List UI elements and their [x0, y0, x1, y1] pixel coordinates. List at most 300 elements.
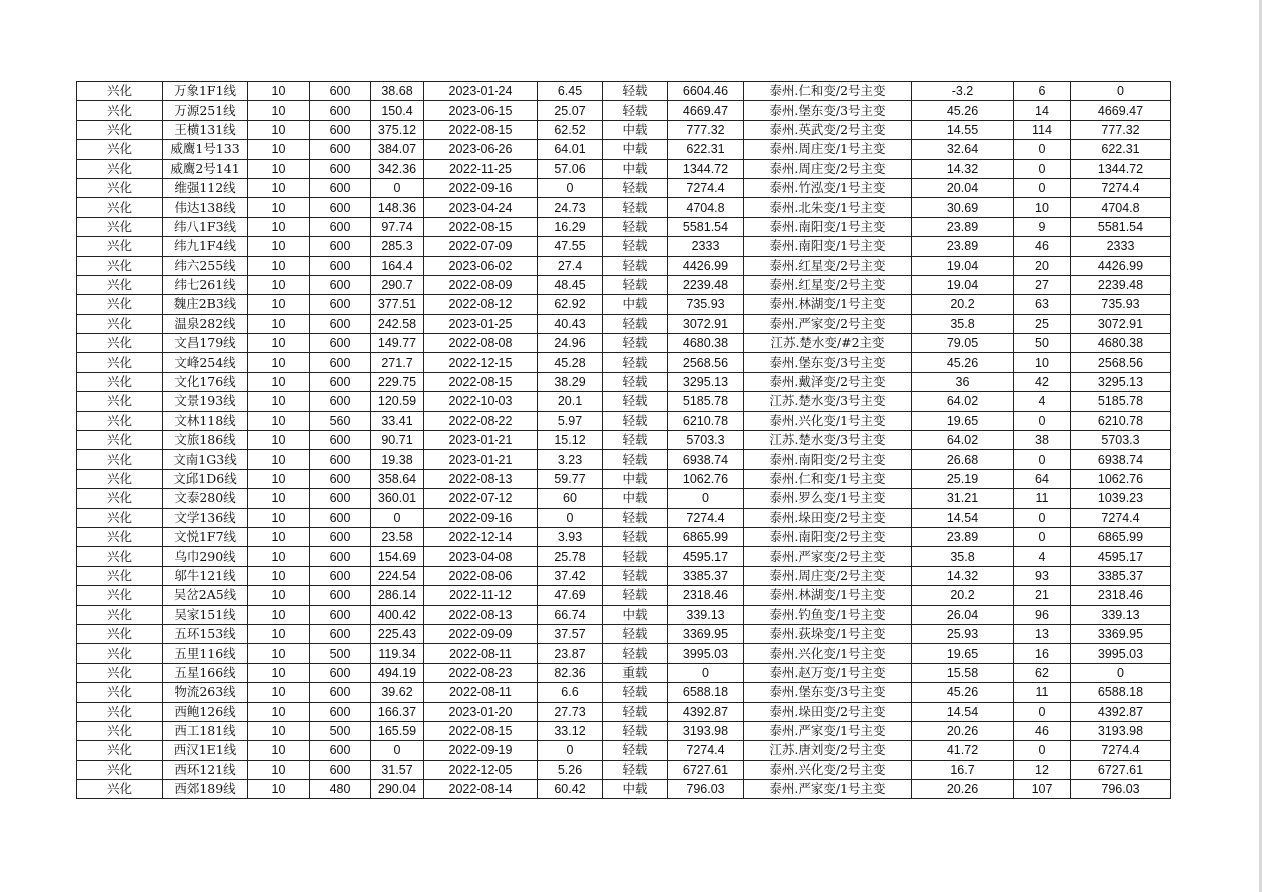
- margin-cell: 777.32: [1071, 120, 1171, 139]
- transformer-cell: 江苏.楚水变/3号主变: [744, 431, 912, 450]
- line-name-cell: 文悦1F7线: [163, 527, 248, 546]
- voltage-cell: 10: [248, 82, 310, 101]
- available-capacity-cell: 777.32: [668, 120, 744, 139]
- available-capacity-cell: 3295.13: [668, 372, 744, 391]
- date-cell: 2022-12-05: [424, 760, 538, 779]
- table-row: [77, 334, 1171, 353]
- capacity-cell: 600: [310, 237, 371, 256]
- load-level-cell: 轻载: [603, 256, 668, 275]
- date-cell: 2023-06-02: [424, 256, 538, 275]
- table-row: [77, 295, 1171, 314]
- load-rate-cell: 38.29: [538, 372, 603, 391]
- date-cell: 2022-08-23: [424, 663, 538, 682]
- available-capacity-cell: 4595.17: [668, 547, 744, 566]
- max-load-cell: 400.42: [371, 605, 424, 624]
- transformer-load-rate-cell: 14.32: [912, 566, 1014, 585]
- county-cell: 兴化: [77, 702, 163, 721]
- margin-cell: 6588.18: [1071, 683, 1171, 702]
- load-level-cell: 中载: [603, 780, 668, 799]
- margin-cell: 1039.23: [1071, 489, 1171, 508]
- margin-cell: 5703.3: [1071, 431, 1171, 450]
- available-capacity-cell: 5581.54: [668, 217, 744, 236]
- available-capacity-cell: 2333: [668, 237, 744, 256]
- transformer-cell: 泰州.南阳变/1号主变: [744, 217, 912, 236]
- table-row: [77, 721, 1171, 740]
- capacity-cell: 600: [310, 450, 371, 469]
- county-cell: 兴化: [77, 683, 163, 702]
- date-cell: 2022-08-09: [424, 275, 538, 294]
- available-capacity-cell: 735.93: [668, 295, 744, 314]
- max-load-cell: 375.12: [371, 120, 424, 139]
- available-capacity-cell: 0: [668, 663, 744, 682]
- count-cell: 38: [1014, 431, 1071, 450]
- transformer-cell: 泰州.严家变/1号主变: [744, 780, 912, 799]
- voltage-cell: 10: [248, 527, 310, 546]
- line-name-cell: 五星166线: [163, 663, 248, 682]
- transformer-load-rate-cell: 41.72: [912, 741, 1014, 760]
- voltage-cell: 10: [248, 624, 310, 643]
- count-cell: 114: [1014, 120, 1071, 139]
- voltage-cell: 10: [248, 683, 310, 702]
- max-load-cell: 154.69: [371, 547, 424, 566]
- date-cell: 2022-08-15: [424, 120, 538, 139]
- max-load-cell: 290.04: [371, 780, 424, 799]
- line-name-cell: 西郊189线: [163, 780, 248, 799]
- max-load-cell: 0: [371, 741, 424, 760]
- date-cell: 2022-08-14: [424, 780, 538, 799]
- count-cell: 11: [1014, 489, 1071, 508]
- voltage-cell: 10: [248, 644, 310, 663]
- count-cell: 10: [1014, 353, 1071, 372]
- transformer-cell: 泰州.周庄变/2号主变: [744, 566, 912, 585]
- transformer-cell: 泰州.严家变/2号主变: [744, 547, 912, 566]
- load-level-cell: 轻载: [603, 450, 668, 469]
- county-cell: 兴化: [77, 275, 163, 294]
- available-capacity-cell: 2239.48: [668, 275, 744, 294]
- transformer-cell: 泰州.红星变/2号主变: [744, 256, 912, 275]
- capacity-cell: 600: [310, 101, 371, 120]
- voltage-cell: 10: [248, 508, 310, 527]
- voltage-cell: 10: [248, 411, 310, 430]
- available-capacity-cell: 4392.87: [668, 702, 744, 721]
- load-level-cell: 轻载: [603, 431, 668, 450]
- max-load-cell: 360.01: [371, 489, 424, 508]
- count-cell: 42: [1014, 372, 1071, 391]
- table-row: [77, 101, 1171, 120]
- table-row: [77, 508, 1171, 527]
- transformer-cell: 泰州.竹泓变/1号主变: [744, 178, 912, 197]
- load-level-cell: 轻载: [603, 334, 668, 353]
- date-cell: 2022-08-13: [424, 469, 538, 488]
- date-cell: 2022-12-14: [424, 527, 538, 546]
- date-cell: 2022-11-25: [424, 159, 538, 178]
- available-capacity-cell: 1344.72: [668, 159, 744, 178]
- voltage-cell: 10: [248, 450, 310, 469]
- capacity-cell: 600: [310, 469, 371, 488]
- transformer-load-rate-cell: 14.55: [912, 120, 1014, 139]
- count-cell: 25: [1014, 314, 1071, 333]
- line-name-cell: 文泰280线: [163, 489, 248, 508]
- date-cell: 2023-01-24: [424, 82, 538, 101]
- county-cell: 兴化: [77, 566, 163, 585]
- count-cell: 0: [1014, 508, 1071, 527]
- transformer-load-rate-cell: 23.89: [912, 527, 1014, 546]
- capacity-cell: 600: [310, 178, 371, 197]
- transformer-cell: 泰州.兴化变/1号主变: [744, 411, 912, 430]
- load-rate-cell: 24.96: [538, 334, 603, 353]
- count-cell: 12: [1014, 760, 1071, 779]
- table-row: [77, 178, 1171, 197]
- max-load-cell: 164.4: [371, 256, 424, 275]
- margin-cell: 4426.99: [1071, 256, 1171, 275]
- line-name-cell: 万象1F1线: [163, 82, 248, 101]
- load-level-cell: 中载: [603, 159, 668, 178]
- count-cell: 50: [1014, 334, 1071, 353]
- date-cell: 2022-08-06: [424, 566, 538, 585]
- transformer-load-rate-cell: 20.04: [912, 178, 1014, 197]
- load-level-cell: 中载: [603, 120, 668, 139]
- line-name-cell: 文景193线: [163, 392, 248, 411]
- capacity-cell: 600: [310, 702, 371, 721]
- load-rate-cell: 47.55: [538, 237, 603, 256]
- table-row: [77, 275, 1171, 294]
- voltage-cell: 10: [248, 392, 310, 411]
- transformer-load-rate-cell: 25.93: [912, 624, 1014, 643]
- transformer-cell: 泰州.红星变/2号主变: [744, 275, 912, 294]
- line-name-cell: 纬八1F3线: [163, 217, 248, 236]
- load-level-cell: 轻载: [603, 547, 668, 566]
- table-row: [77, 82, 1171, 101]
- margin-cell: 6938.74: [1071, 450, 1171, 469]
- table-row: [77, 644, 1171, 663]
- county-cell: 兴化: [77, 295, 163, 314]
- table-row: [77, 683, 1171, 702]
- table-row: [77, 469, 1171, 488]
- date-cell: 2022-12-15: [424, 353, 538, 372]
- available-capacity-cell: 3193.98: [668, 721, 744, 740]
- county-cell: 兴化: [77, 663, 163, 682]
- load-rate-cell: 15.12: [538, 431, 603, 450]
- table-row: [77, 605, 1171, 624]
- voltage-cell: 10: [248, 372, 310, 391]
- margin-cell: 4680.38: [1071, 334, 1171, 353]
- line-name-cell: 万源251线: [163, 101, 248, 120]
- line-name-cell: 温泉282线: [163, 314, 248, 333]
- load-level-cell: 轻载: [603, 217, 668, 236]
- line-name-cell: 文旅186线: [163, 431, 248, 450]
- voltage-cell: 10: [248, 586, 310, 605]
- capacity-cell: 600: [310, 566, 371, 585]
- available-capacity-cell: 4426.99: [668, 256, 744, 275]
- transformer-cell: 江苏.楚水变/3号主变: [744, 392, 912, 411]
- transformer-load-rate-cell: 36: [912, 372, 1014, 391]
- margin-cell: 2568.56: [1071, 353, 1171, 372]
- margin-cell: 7274.4: [1071, 178, 1171, 197]
- transformer-cell: 泰州.周庄变/2号主变: [744, 159, 912, 178]
- load-rate-cell: 6.45: [538, 82, 603, 101]
- transformer-cell: 泰州.堡东变/3号主变: [744, 101, 912, 120]
- date-cell: 2022-08-11: [424, 644, 538, 663]
- max-load-cell: 166.37: [371, 702, 424, 721]
- capacity-cell: 600: [310, 372, 371, 391]
- county-cell: 兴化: [77, 237, 163, 256]
- county-cell: 兴化: [77, 217, 163, 236]
- line-name-cell: 吴家151线: [163, 605, 248, 624]
- load-level-cell: 中载: [603, 469, 668, 488]
- line-name-cell: 文林118线: [163, 411, 248, 430]
- county-cell: 兴化: [77, 198, 163, 217]
- count-cell: 14: [1014, 101, 1071, 120]
- county-cell: 兴化: [77, 624, 163, 643]
- max-load-cell: 31.57: [371, 760, 424, 779]
- line-name-cell: 文峰254线: [163, 353, 248, 372]
- table-body: [77, 82, 1171, 799]
- date-cell: 2023-06-26: [424, 140, 538, 159]
- load-rate-cell: 27.73: [538, 702, 603, 721]
- load-level-cell: 中载: [603, 605, 668, 624]
- load-level-cell: 轻载: [603, 760, 668, 779]
- line-name-cell: 文南1G3线: [163, 450, 248, 469]
- transformer-load-rate-cell: 16.7: [912, 760, 1014, 779]
- voltage-cell: 10: [248, 314, 310, 333]
- county-cell: 兴化: [77, 547, 163, 566]
- transformer-load-rate-cell: 31.21: [912, 489, 1014, 508]
- load-level-cell: 轻载: [603, 721, 668, 740]
- county-cell: 兴化: [77, 605, 163, 624]
- margin-cell: 4704.8: [1071, 198, 1171, 217]
- load-rate-cell: 62.52: [538, 120, 603, 139]
- line-name-cell: 文邱1D6线: [163, 469, 248, 488]
- capacity-cell: 600: [310, 159, 371, 178]
- available-capacity-cell: 6588.18: [668, 683, 744, 702]
- capacity-cell: 600: [310, 198, 371, 217]
- margin-cell: 1344.72: [1071, 159, 1171, 178]
- transformer-cell: 泰州.仁和变/1号主变: [744, 469, 912, 488]
- count-cell: 62: [1014, 663, 1071, 682]
- count-cell: 4: [1014, 547, 1071, 566]
- load-rate-cell: 40.43: [538, 314, 603, 333]
- date-cell: 2022-08-15: [424, 217, 538, 236]
- line-name-cell: 纬九1F4线: [163, 237, 248, 256]
- available-capacity-cell: 5185.78: [668, 392, 744, 411]
- load-level-cell: 轻载: [603, 566, 668, 585]
- voltage-cell: 10: [248, 605, 310, 624]
- table-row: [77, 527, 1171, 546]
- load-rate-cell: 23.87: [538, 644, 603, 663]
- capacity-cell: 600: [310, 295, 371, 314]
- load-level-cell: 轻载: [603, 314, 668, 333]
- county-cell: 兴化: [77, 82, 163, 101]
- date-cell: 2023-01-21: [424, 450, 538, 469]
- available-capacity-cell: 622.31: [668, 140, 744, 159]
- capacity-cell: 500: [310, 644, 371, 663]
- load-level-cell: 中载: [603, 140, 668, 159]
- transformer-cell: 泰州.南阳变/2号主变: [744, 450, 912, 469]
- transformer-load-rate-cell: 20.26: [912, 780, 1014, 799]
- max-load-cell: 285.3: [371, 237, 424, 256]
- available-capacity-cell: 0: [668, 489, 744, 508]
- transformer-load-rate-cell: 20.2: [912, 295, 1014, 314]
- margin-cell: 3072.91: [1071, 314, 1171, 333]
- table-row: [77, 741, 1171, 760]
- margin-cell: 339.13: [1071, 605, 1171, 624]
- capacity-cell: 600: [310, 605, 371, 624]
- count-cell: 20: [1014, 256, 1071, 275]
- count-cell: 4: [1014, 392, 1071, 411]
- max-load-cell: 38.68: [371, 82, 424, 101]
- count-cell: 0: [1014, 450, 1071, 469]
- date-cell: 2022-09-19: [424, 741, 538, 760]
- transformer-cell: 泰州.英武变/2号主变: [744, 120, 912, 139]
- table-row: [77, 547, 1171, 566]
- transformer-load-rate-cell: 32.64: [912, 140, 1014, 159]
- load-rate-cell: 5.26: [538, 760, 603, 779]
- table-row: [77, 780, 1171, 799]
- transformer-load-rate-cell: -3.2: [912, 82, 1014, 101]
- load-level-cell: 轻载: [603, 178, 668, 197]
- capacity-cell: 560: [310, 411, 371, 430]
- count-cell: 0: [1014, 178, 1071, 197]
- capacity-cell: 600: [310, 683, 371, 702]
- table-row: [77, 624, 1171, 643]
- load-rate-cell: 45.28: [538, 353, 603, 372]
- capacity-cell: 600: [310, 275, 371, 294]
- available-capacity-cell: 6865.99: [668, 527, 744, 546]
- count-cell: 96: [1014, 605, 1071, 624]
- transformer-load-rate-cell: 79.05: [912, 334, 1014, 353]
- available-capacity-cell: 796.03: [668, 780, 744, 799]
- max-load-cell: 0: [371, 178, 424, 197]
- count-cell: 0: [1014, 159, 1071, 178]
- count-cell: 27: [1014, 275, 1071, 294]
- line-name-cell: 西工181线: [163, 721, 248, 740]
- line-name-cell: 物流263线: [163, 683, 248, 702]
- date-cell: 2022-11-12: [424, 586, 538, 605]
- capacity-cell: 600: [310, 120, 371, 139]
- voltage-cell: 10: [248, 721, 310, 740]
- margin-cell: 4392.87: [1071, 702, 1171, 721]
- county-cell: 兴化: [77, 586, 163, 605]
- date-cell: 2023-01-20: [424, 702, 538, 721]
- count-cell: 16: [1014, 644, 1071, 663]
- table-row: [77, 450, 1171, 469]
- load-level-cell: 轻载: [603, 741, 668, 760]
- date-cell: 2022-08-13: [424, 605, 538, 624]
- load-level-cell: 轻载: [603, 624, 668, 643]
- max-load-cell: 148.36: [371, 198, 424, 217]
- transformer-load-rate-cell: 64.02: [912, 392, 1014, 411]
- available-capacity-cell: 3385.37: [668, 566, 744, 585]
- table-row: [77, 489, 1171, 508]
- voltage-cell: 10: [248, 256, 310, 275]
- max-load-cell: 0: [371, 508, 424, 527]
- date-cell: 2022-08-15: [424, 372, 538, 391]
- max-load-cell: 33.41: [371, 411, 424, 430]
- date-cell: 2022-07-09: [424, 237, 538, 256]
- line-name-cell: 威鹰1号133: [163, 140, 248, 159]
- max-load-cell: 290.7: [371, 275, 424, 294]
- load-rate-cell: 24.73: [538, 198, 603, 217]
- date-cell: 2022-08-12: [424, 295, 538, 314]
- load-rate-cell: 48.45: [538, 275, 603, 294]
- max-load-cell: 119.34: [371, 644, 424, 663]
- transformer-cell: 泰州.严家变/2号主变: [744, 314, 912, 333]
- margin-cell: 6727.61: [1071, 760, 1171, 779]
- load-rate-cell: 59.77: [538, 469, 603, 488]
- table-row: [77, 702, 1171, 721]
- transformer-load-rate-cell: 23.89: [912, 237, 1014, 256]
- voltage-cell: 10: [248, 566, 310, 585]
- capacity-cell: 600: [310, 527, 371, 546]
- county-cell: 兴化: [77, 256, 163, 275]
- voltage-cell: 10: [248, 431, 310, 450]
- capacity-cell: 600: [310, 760, 371, 779]
- margin-cell: 5581.54: [1071, 217, 1171, 236]
- margin-cell: 2318.46: [1071, 586, 1171, 605]
- max-load-cell: 165.59: [371, 721, 424, 740]
- margin-cell: 1062.76: [1071, 469, 1171, 488]
- count-cell: 0: [1014, 140, 1071, 159]
- transformer-cell: 江苏.唐刘变/2号主变: [744, 741, 912, 760]
- transformer-cell: 泰州.兴化变/1号主变: [744, 644, 912, 663]
- voltage-cell: 10: [248, 702, 310, 721]
- line-name-cell: 维强112线: [163, 178, 248, 197]
- load-level-cell: 轻载: [603, 275, 668, 294]
- date-cell: 2022-09-09: [424, 624, 538, 643]
- load-rate-cell: 66.74: [538, 605, 603, 624]
- capacity-cell: 600: [310, 334, 371, 353]
- county-cell: 兴化: [77, 140, 163, 159]
- transformer-load-rate-cell: 23.89: [912, 217, 1014, 236]
- transformer-cell: 江苏.楚水变/#2主变: [744, 334, 912, 353]
- capacity-cell: 600: [310, 624, 371, 643]
- date-cell: 2022-09-16: [424, 508, 538, 527]
- margin-cell: 735.93: [1071, 295, 1171, 314]
- margin-cell: 3385.37: [1071, 566, 1171, 585]
- county-cell: 兴化: [77, 120, 163, 139]
- table-row: [77, 159, 1171, 178]
- margin-cell: 7274.4: [1071, 741, 1171, 760]
- available-capacity-cell: 7274.4: [668, 741, 744, 760]
- available-capacity-cell: 7274.4: [668, 508, 744, 527]
- county-cell: 兴化: [77, 780, 163, 799]
- line-name-cell: 伟达138线: [163, 198, 248, 217]
- count-cell: 107: [1014, 780, 1071, 799]
- transformer-load-rate-cell: 19.04: [912, 256, 1014, 275]
- voltage-cell: 10: [248, 198, 310, 217]
- county-cell: 兴化: [77, 178, 163, 197]
- county-cell: 兴化: [77, 392, 163, 411]
- capacity-cell: 480: [310, 780, 371, 799]
- county-cell: 兴化: [77, 411, 163, 430]
- county-cell: 兴化: [77, 101, 163, 120]
- transformer-load-rate-cell: 20.26: [912, 721, 1014, 740]
- transformer-load-rate-cell: 15.58: [912, 663, 1014, 682]
- table-row: [77, 566, 1171, 585]
- load-level-cell: 轻载: [603, 101, 668, 120]
- line-name-cell: 西汉1E1线: [163, 741, 248, 760]
- available-capacity-cell: 4669.47: [668, 101, 744, 120]
- county-cell: 兴化: [77, 760, 163, 779]
- load-rate-cell: 3.93: [538, 527, 603, 546]
- table-row: [77, 217, 1171, 236]
- max-load-cell: 342.36: [371, 159, 424, 178]
- load-level-cell: 轻载: [603, 198, 668, 217]
- margin-cell: 5185.78: [1071, 392, 1171, 411]
- load-rate-cell: 60: [538, 489, 603, 508]
- line-name-cell: 五环153线: [163, 624, 248, 643]
- transformer-cell: 泰州.兴化变/2号主变: [744, 760, 912, 779]
